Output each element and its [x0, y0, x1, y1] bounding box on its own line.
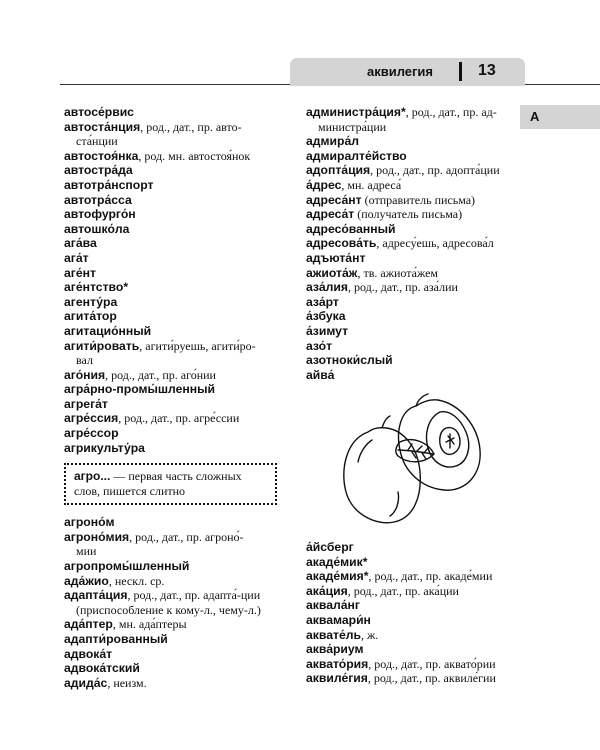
dictionary-entry: [306, 222, 520, 237]
dictionary-entry: [64, 397, 277, 412]
entry-headword: агити́ровать: [64, 338, 140, 353]
entry-headword: адапти́рованный: [64, 632, 168, 646]
entry-headword: аква́риум: [306, 642, 364, 657]
dictionary-entry: [306, 540, 520, 555]
entry-headword: а́збука: [306, 309, 346, 324]
dictionary-entry: [306, 149, 520, 164]
entry-headword: адопта́ция: [306, 163, 371, 178]
entry-headword: агре́ссор: [64, 426, 119, 441]
dictionary-entry: [306, 569, 520, 584]
entry-grammar: , род., дат., пр. аквато́рии: [368, 656, 496, 671]
entry-headword: агроно́мия: [64, 529, 130, 544]
entry-headword: а́зимут: [306, 323, 349, 338]
entry-grammar: , род., дат., пр. акаде́мии: [368, 569, 493, 584]
dictionary-entry: [64, 207, 277, 222]
dictionary-entry: [306, 642, 520, 657]
dictionary-entry: [64, 647, 277, 662]
entry-headword: адресова́ть: [306, 236, 377, 251]
entry-headword: аза́лия: [306, 280, 348, 295]
dictionary-entry: [306, 584, 520, 599]
entry-headword: ажиота́ж: [306, 265, 358, 280]
entry-headword: агитацио́нный: [64, 323, 152, 338]
entry-headword: аквиле́гия: [306, 671, 368, 686]
entry-headword: азо́т: [306, 338, 333, 353]
entry-grammar: , род., дат., пр. адопта́ции: [370, 163, 500, 178]
dictionary-entry: [306, 628, 520, 643]
entry-grammar: , род., дат., пр. аквиле́гии: [367, 671, 496, 686]
dictionary-entry: [64, 368, 277, 383]
entry-grammar: , род., дат., пр. агре́ссии: [118, 411, 240, 426]
dictionary-entry: [64, 266, 277, 281]
entry-grammar: , род., дат., пр. ад-: [405, 105, 497, 119]
entry-headword: агрега́т: [64, 396, 108, 411]
entry-headword: агроно́м: [64, 515, 115, 530]
dictionary-entry: [64, 339, 277, 368]
entry-headword: адвока́т: [64, 646, 113, 661]
entry-grammar: , мн. адреса́: [341, 177, 402, 192]
running-head-word: аквилегия: [366, 64, 433, 79]
dictionary-entry: [64, 559, 277, 574]
entry-grammar: , род., дат., пр. ака́ции: [347, 583, 459, 598]
dictionary-entry: [306, 368, 520, 383]
entry-headword: акаде́мия*: [306, 569, 369, 584]
entry-headword: аза́рт: [306, 294, 339, 309]
entry-continuation: (приспособление к кому-л., чему-л.): [76, 602, 261, 617]
entry-headword: аквате́ль: [306, 627, 361, 642]
dictionary-entry: [306, 251, 520, 266]
entry-headword: ада́птер: [64, 617, 113, 632]
dictionary-entry: [306, 339, 520, 354]
dictionary-entry: [64, 661, 277, 676]
entry-headword: автостоя́нка: [64, 148, 139, 163]
dictionary-entry: [306, 163, 520, 178]
dictionary-entry: [64, 411, 277, 426]
entry-headword: автофурго́н: [64, 207, 136, 222]
dictionary-entry: [64, 149, 277, 164]
entry-headword: агита́тор: [64, 309, 117, 324]
entry-headword: автошко́ла: [64, 221, 130, 236]
header-divider: [459, 62, 462, 81]
entry-grammar: , агити́руешь, агити́ро-: [139, 338, 256, 353]
entry-headword: автосе́рвис: [64, 105, 134, 119]
entry-grammar: , неизм.: [107, 675, 147, 690]
dictionary-entry: [306, 613, 520, 628]
dictionary-entry: [64, 163, 277, 178]
entry-list: [64, 515, 277, 690]
dictionary-entry: [64, 588, 277, 617]
entry-list: [306, 105, 520, 382]
quince-illustration: [338, 392, 488, 528]
entry-grammar: , род., дат., пр. аго́нии: [105, 367, 216, 382]
entry-headword: адъюта́нт: [306, 250, 366, 265]
entry-continuation: ста́нции: [76, 134, 118, 149]
entry-grammar: , ж.: [360, 627, 379, 642]
entry-headword: автотра́сса: [64, 192, 132, 207]
dictionary-entry: [306, 671, 520, 686]
right-column-bottom: [306, 540, 520, 686]
entry-headword: аго́ния: [64, 367, 106, 382]
dictionary-entry: [306, 657, 520, 672]
dictionary-entry: [306, 178, 520, 193]
entry-headword: адреса́т: [306, 207, 355, 222]
letter-tab: А: [520, 105, 600, 129]
entry-headword: агропромы́шленный: [64, 559, 190, 574]
entry-headword: автоста́нция: [64, 119, 141, 134]
dictionary-entry: [306, 598, 520, 613]
entry-continuation: мии: [76, 544, 97, 559]
dictionary-entry: [64, 120, 277, 149]
entry-headword: адмиралте́йство: [306, 148, 407, 163]
dictionary-entry: [64, 574, 277, 589]
entry-headword: айва́: [306, 367, 335, 382]
entry-grammar: (получатель письма): [354, 207, 463, 222]
entry-grammar: , род., дат., пр. агроно́-: [129, 529, 244, 544]
entry-headword: адида́с: [64, 675, 108, 690]
entry-headword: аге́нт: [64, 265, 96, 280]
entry-headword: а́йсберг: [306, 540, 354, 554]
entry-headword: агрикульту́ра: [64, 440, 145, 455]
dictionary-entry: [64, 309, 277, 324]
dictionary-entry: [306, 193, 520, 208]
dictionary-entry: [306, 309, 520, 324]
entry-grammar: , тв. ажиота́жем: [357, 265, 439, 280]
page-number: 13: [478, 62, 496, 79]
entry-grammar: , нескл. ср.: [108, 573, 165, 588]
dictionary-entry: [306, 353, 520, 368]
dictionary-entry: [64, 530, 277, 559]
dictionary-entry: [306, 236, 520, 251]
entry-continuation: министра́ции: [318, 119, 387, 134]
entry-headword: агенту́ра: [64, 294, 118, 309]
entry-headword: ака́ция: [306, 583, 348, 598]
dictionary-entry: [306, 324, 520, 339]
entry-grammar: , род., дат., пр. адапта́-ции: [127, 588, 261, 603]
note-text: — первая часть сложных слов, пишется слитно: [74, 469, 242, 499]
entry-headword: ага́ва: [64, 236, 97, 251]
dictionary-entry: [64, 295, 277, 310]
entry-headword: азотноки́слый: [306, 353, 393, 368]
dictionary-entry: [306, 134, 520, 149]
dictionary-entry: [64, 193, 277, 208]
dictionary-entry: [306, 105, 520, 134]
entry-grammar: , адресу́ешь, адресова́л: [376, 236, 494, 251]
right-column: [306, 105, 520, 382]
entry-grammar: , род., дат., пр. аза́лии: [347, 280, 458, 295]
dictionary-entry: [306, 295, 520, 310]
dictionary-entry: [64, 324, 277, 339]
entry-headword: адмира́л: [306, 134, 359, 149]
dictionary-entry: [306, 555, 520, 570]
entry-headword: ага́т: [64, 250, 89, 265]
entry-headword: аквато́рия: [306, 656, 369, 671]
entry-headword: адресо́ванный: [306, 221, 396, 236]
entry-grammar: , род. мн. автостоя́нок: [138, 148, 251, 163]
dictionary-entry: [64, 280, 277, 295]
entry-headword: автостра́да: [64, 163, 133, 178]
dictionary-entry: [64, 426, 277, 441]
dictionary-entry: [64, 441, 277, 456]
entry-headword: ада́жио: [64, 573, 109, 588]
dictionary-entry: [64, 105, 277, 120]
entry-headword: адвока́тский: [64, 661, 140, 676]
entry-grammar: , мн. ада́птеры: [112, 617, 187, 632]
entry-headword: а́дрес: [306, 177, 342, 192]
entry-headword: администра́ция*: [306, 105, 406, 119]
entry-headword: агре́ссия: [64, 411, 119, 426]
entry-headword: акаде́мик*: [306, 554, 368, 569]
note-box: [64, 463, 277, 505]
dictionary-entry: [64, 178, 277, 193]
dictionary-entry: [306, 280, 520, 295]
dictionary-entry: [64, 236, 277, 251]
left-column: [64, 105, 277, 690]
dictionary-entry: [306, 266, 520, 281]
dictionary-entry: [64, 632, 277, 647]
dictionary-entry: [64, 617, 277, 632]
entry-list: [306, 540, 520, 686]
entry-headword: аквамари́н: [306, 612, 371, 627]
entry-headword: адапта́ция: [64, 588, 128, 603]
entry-headword: автотра́нспорт: [64, 177, 154, 192]
dictionary-entry: [64, 222, 277, 237]
dictionary-entry: [64, 382, 277, 397]
note-headword: агро...: [74, 469, 111, 484]
dictionary-entry: [64, 251, 277, 266]
dictionary-entry: [64, 515, 277, 530]
entry-headword: агра́рно-промы́шленный: [64, 382, 216, 397]
entry-list: [64, 105, 277, 455]
entry-continuation: вал: [76, 353, 93, 368]
dictionary-entry: [64, 676, 277, 691]
entry-grammar: (отправитель письма): [361, 192, 476, 207]
dictionary-entry: [306, 207, 520, 222]
entry-headword: адреса́нт: [306, 192, 362, 207]
entry-headword: аге́нтство*: [64, 280, 129, 295]
entry-headword: аквала́нг: [306, 598, 360, 613]
entry-grammar: , род., дат., пр. авто-: [140, 119, 242, 134]
